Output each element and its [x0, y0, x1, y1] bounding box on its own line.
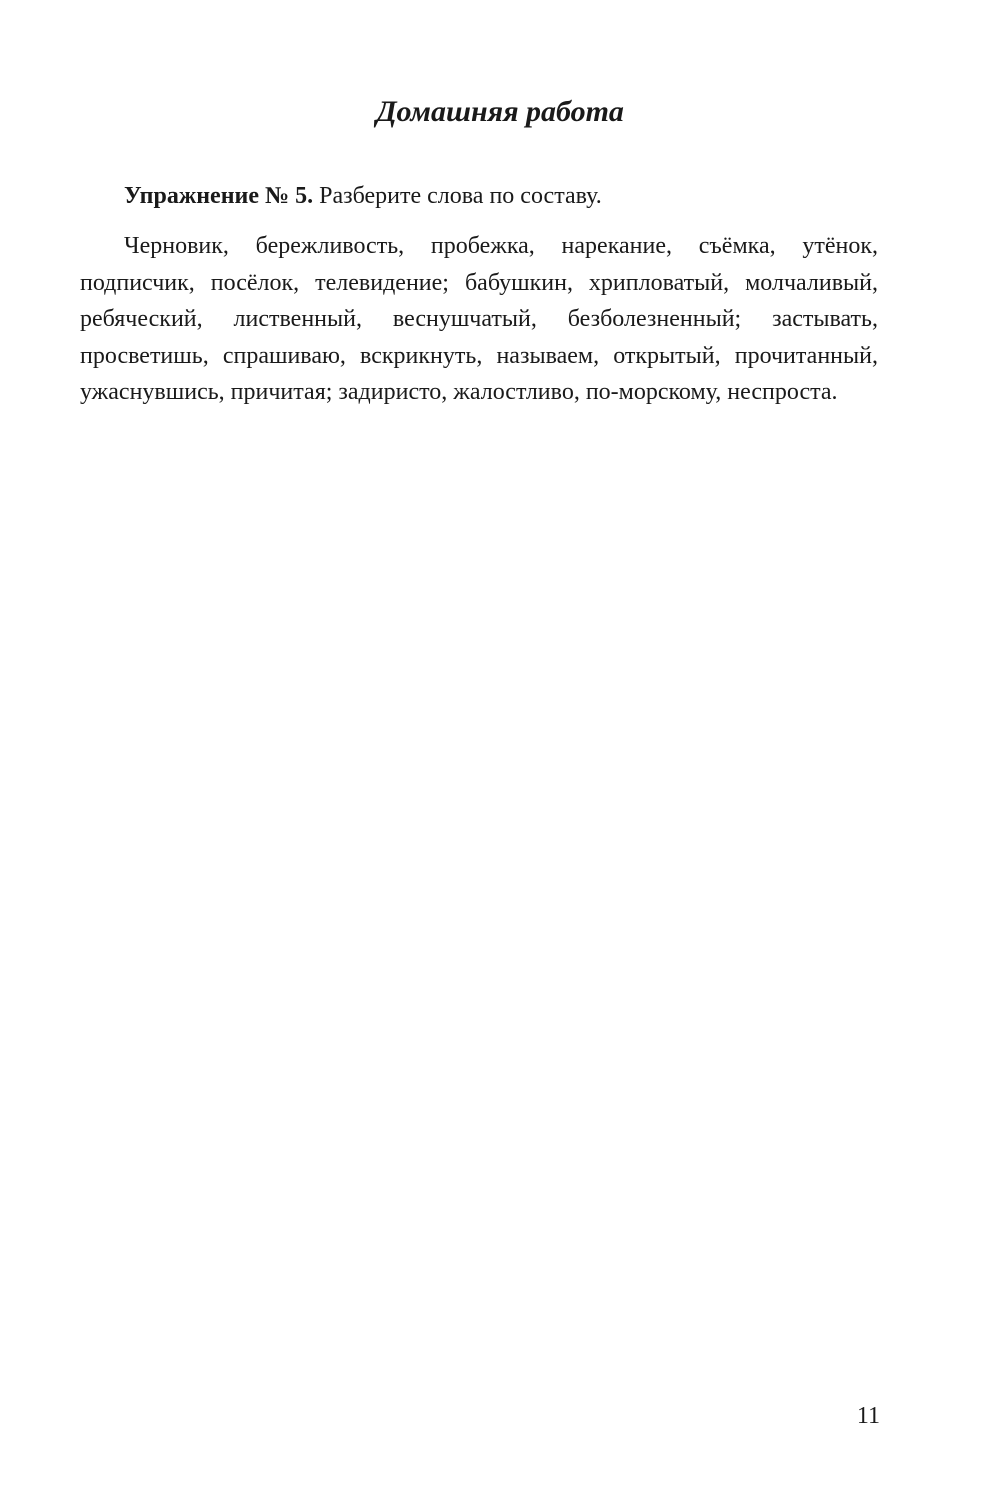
word-list: Черновик, бережливость, пробежка, нарекание, съёмка, утёнок, подписчик, посёлок, телевидение; бабушкин, хрипловатый, молчаливый, ребяческий, лиственный, веснушчатый, безболезненный; застывать, просветишь, спрашиваю, вскрикнуть, называем, открытый, прочитанный, ужаснувшись, причитая; задиристо, жалостливо, по-морскому, неспроста. — [80, 233, 878, 405]
exercise-heading — [124, 178, 884, 214]
page-number: 11 — [856, 1403, 880, 1429]
exercise-instruction: Разберите слова по составу. — [313, 183, 602, 209]
page-title: Домашняя работа — [376, 95, 624, 128]
exercise-label: Упражнение № 5. — [124, 183, 314, 209]
